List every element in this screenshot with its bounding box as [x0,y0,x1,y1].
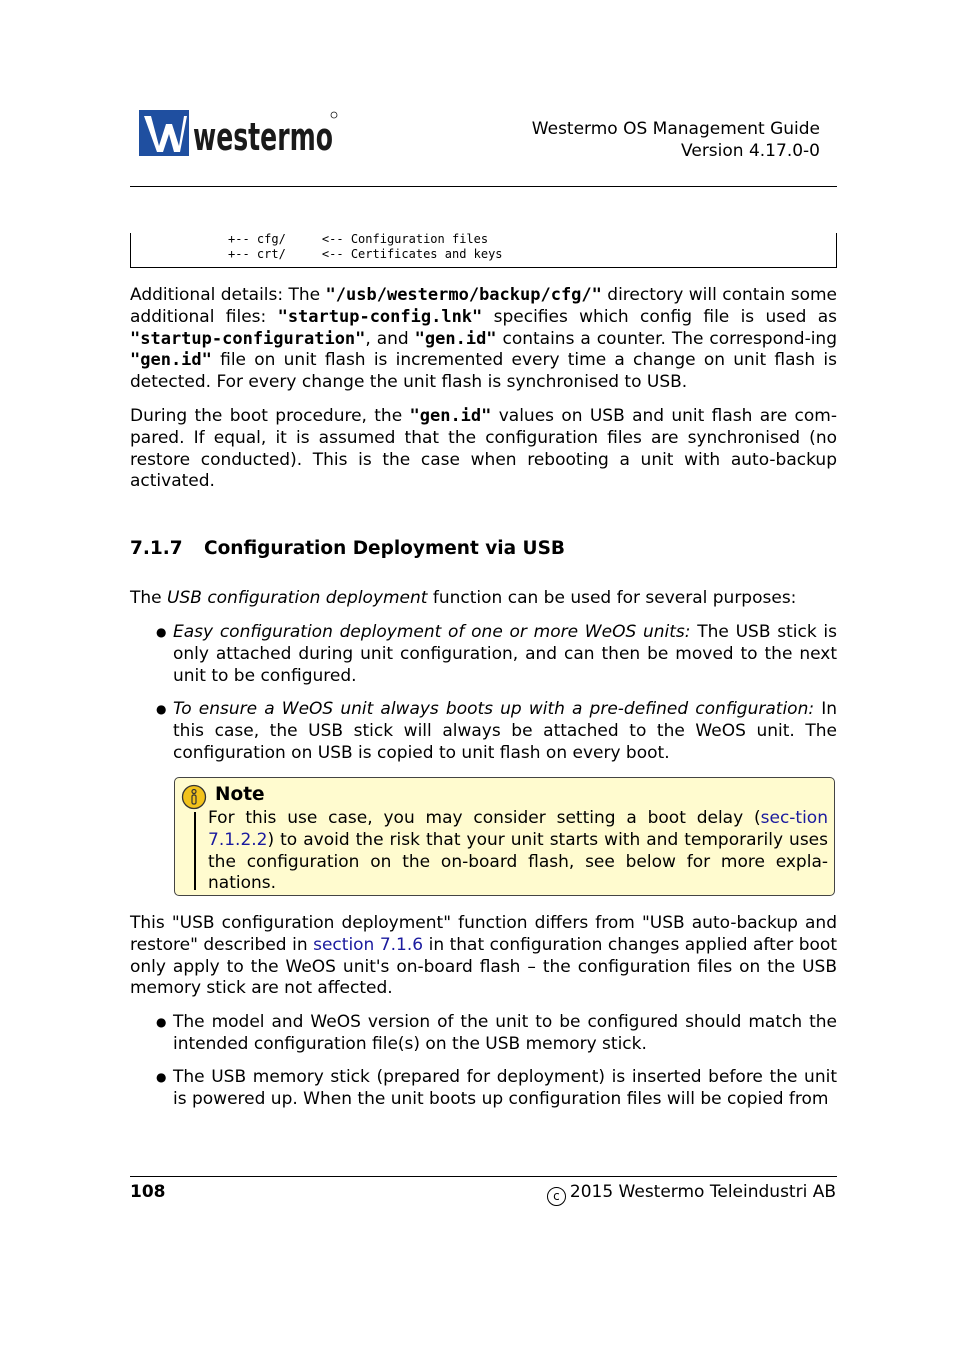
copyright [547,1182,836,1206]
bullet-icon: ● [156,702,167,716]
section-heading [130,538,565,559]
note-label: Note [215,784,265,805]
guide-version: Version 4.17.0-0 [681,141,820,161]
footer-divider [130,1176,837,1177]
list-item: ● The model and WeOS version of the unit to be configured should match the intended configuration file(s) on the USB memory stick. [156,1012,837,1054]
note-text: For this use case, you may consider setting a boot delay (sec-tion 7.1.2.2) to avoid the risk that your unit starts with and temporarily uses the configuration on the on-board flash, see below for more expla-nations. [208,808,828,894]
code-gen-id: "gen.id" [414,328,497,349]
header-divider [130,186,837,187]
page-number: 108 [130,1182,166,1202]
note-box [174,777,835,896]
info-icon [181,784,207,810]
paragraph-additional-details: Additional details: The "/usb/westermo/backup/cfg/" directory will contain some additional files: "startup-config.lnk" specifies which config file is used as "startup-configuration", and "gen.id" contains a counter. The correspond-ing "gen.id" file on unit flash is incremented every time a change on unit flash is detected. For every change the unit flash is synchronised to USB. [130,285,838,393]
section-number: 7.1.7 [130,538,183,559]
header-title [532,118,820,162]
copyright-text: 2015 Westermo Teleindustri AB [569,1182,836,1202]
list-item: ● To ensure a WeOS unit always boots up with a pre-defined configuration: In this case, the USB stick will always be attached to the WeOS unit. The configuration on USB is copied to unit flash on every boot. [156,699,837,763]
section-link-7-1-6[interactable]: section 7.1.6 [313,934,424,955]
code-gen-id: "gen.id" [130,350,212,371]
list-item: ● Easy configuration deployment of one or more WeOS units: The USB stick is only attached during unit configuration, and can then be moved to the next unit to be configured. [156,622,837,686]
code-line: +-- cfg/ <-- Configuration files [228,232,489,246]
code-gen-id: "gen.id" [409,406,492,426]
paragraph-difference: This "USB configuration deployment" function differs from "USB auto-backup and restore" described in section 7.1.6 in that configuration changes applied after boot only apply to the WeOS unit's on-board flash – the configuration files on the USB memory stick are not affected. [130,913,837,999]
paragraph-boot-procedure: During the boot procedure, the "gen.id" values on USB and unit flash are com-pared. If equal, it is assumed that the configuration files are synchronised (no restore conducted). This is the case when rebooting a unit with auto-backup activated. [130,406,837,492]
code-startup-configuration: "startup-configuration" [130,328,366,349]
code-line: +-- crt/ <-- Certificates and keys [228,247,503,261]
code-usb-backup-path: "/usb/westermo/backup/cfg/" [325,285,602,305]
list-item: ● The USB memory stick (prepared for deployment) is inserted before the unit is powered up. When the unit boots up configuration files will be copied from [156,1067,837,1109]
section-title: Configuration Deployment via USB [204,538,566,559]
code-block [130,233,837,268]
section-link-7-1-2-2[interactable]: sec-tion 7.1.2.2 [208,808,828,850]
bullet-icon: ● [156,1070,167,1084]
paragraph-intro: The USB configuration deployment function can be used for several purposes: [130,588,797,608]
westermo-logo [139,110,339,158]
bullet-icon: ● [156,625,167,639]
copyright-icon: c [547,1187,566,1206]
bullet-icon: ● [156,1015,167,1029]
code-startup-config-lnk: "startup-config.lnk" [277,306,483,327]
note-bar [194,812,196,890]
logo-text: westermo [193,115,333,159]
guide-title: Westermo OS Management Guide [531,119,820,139]
